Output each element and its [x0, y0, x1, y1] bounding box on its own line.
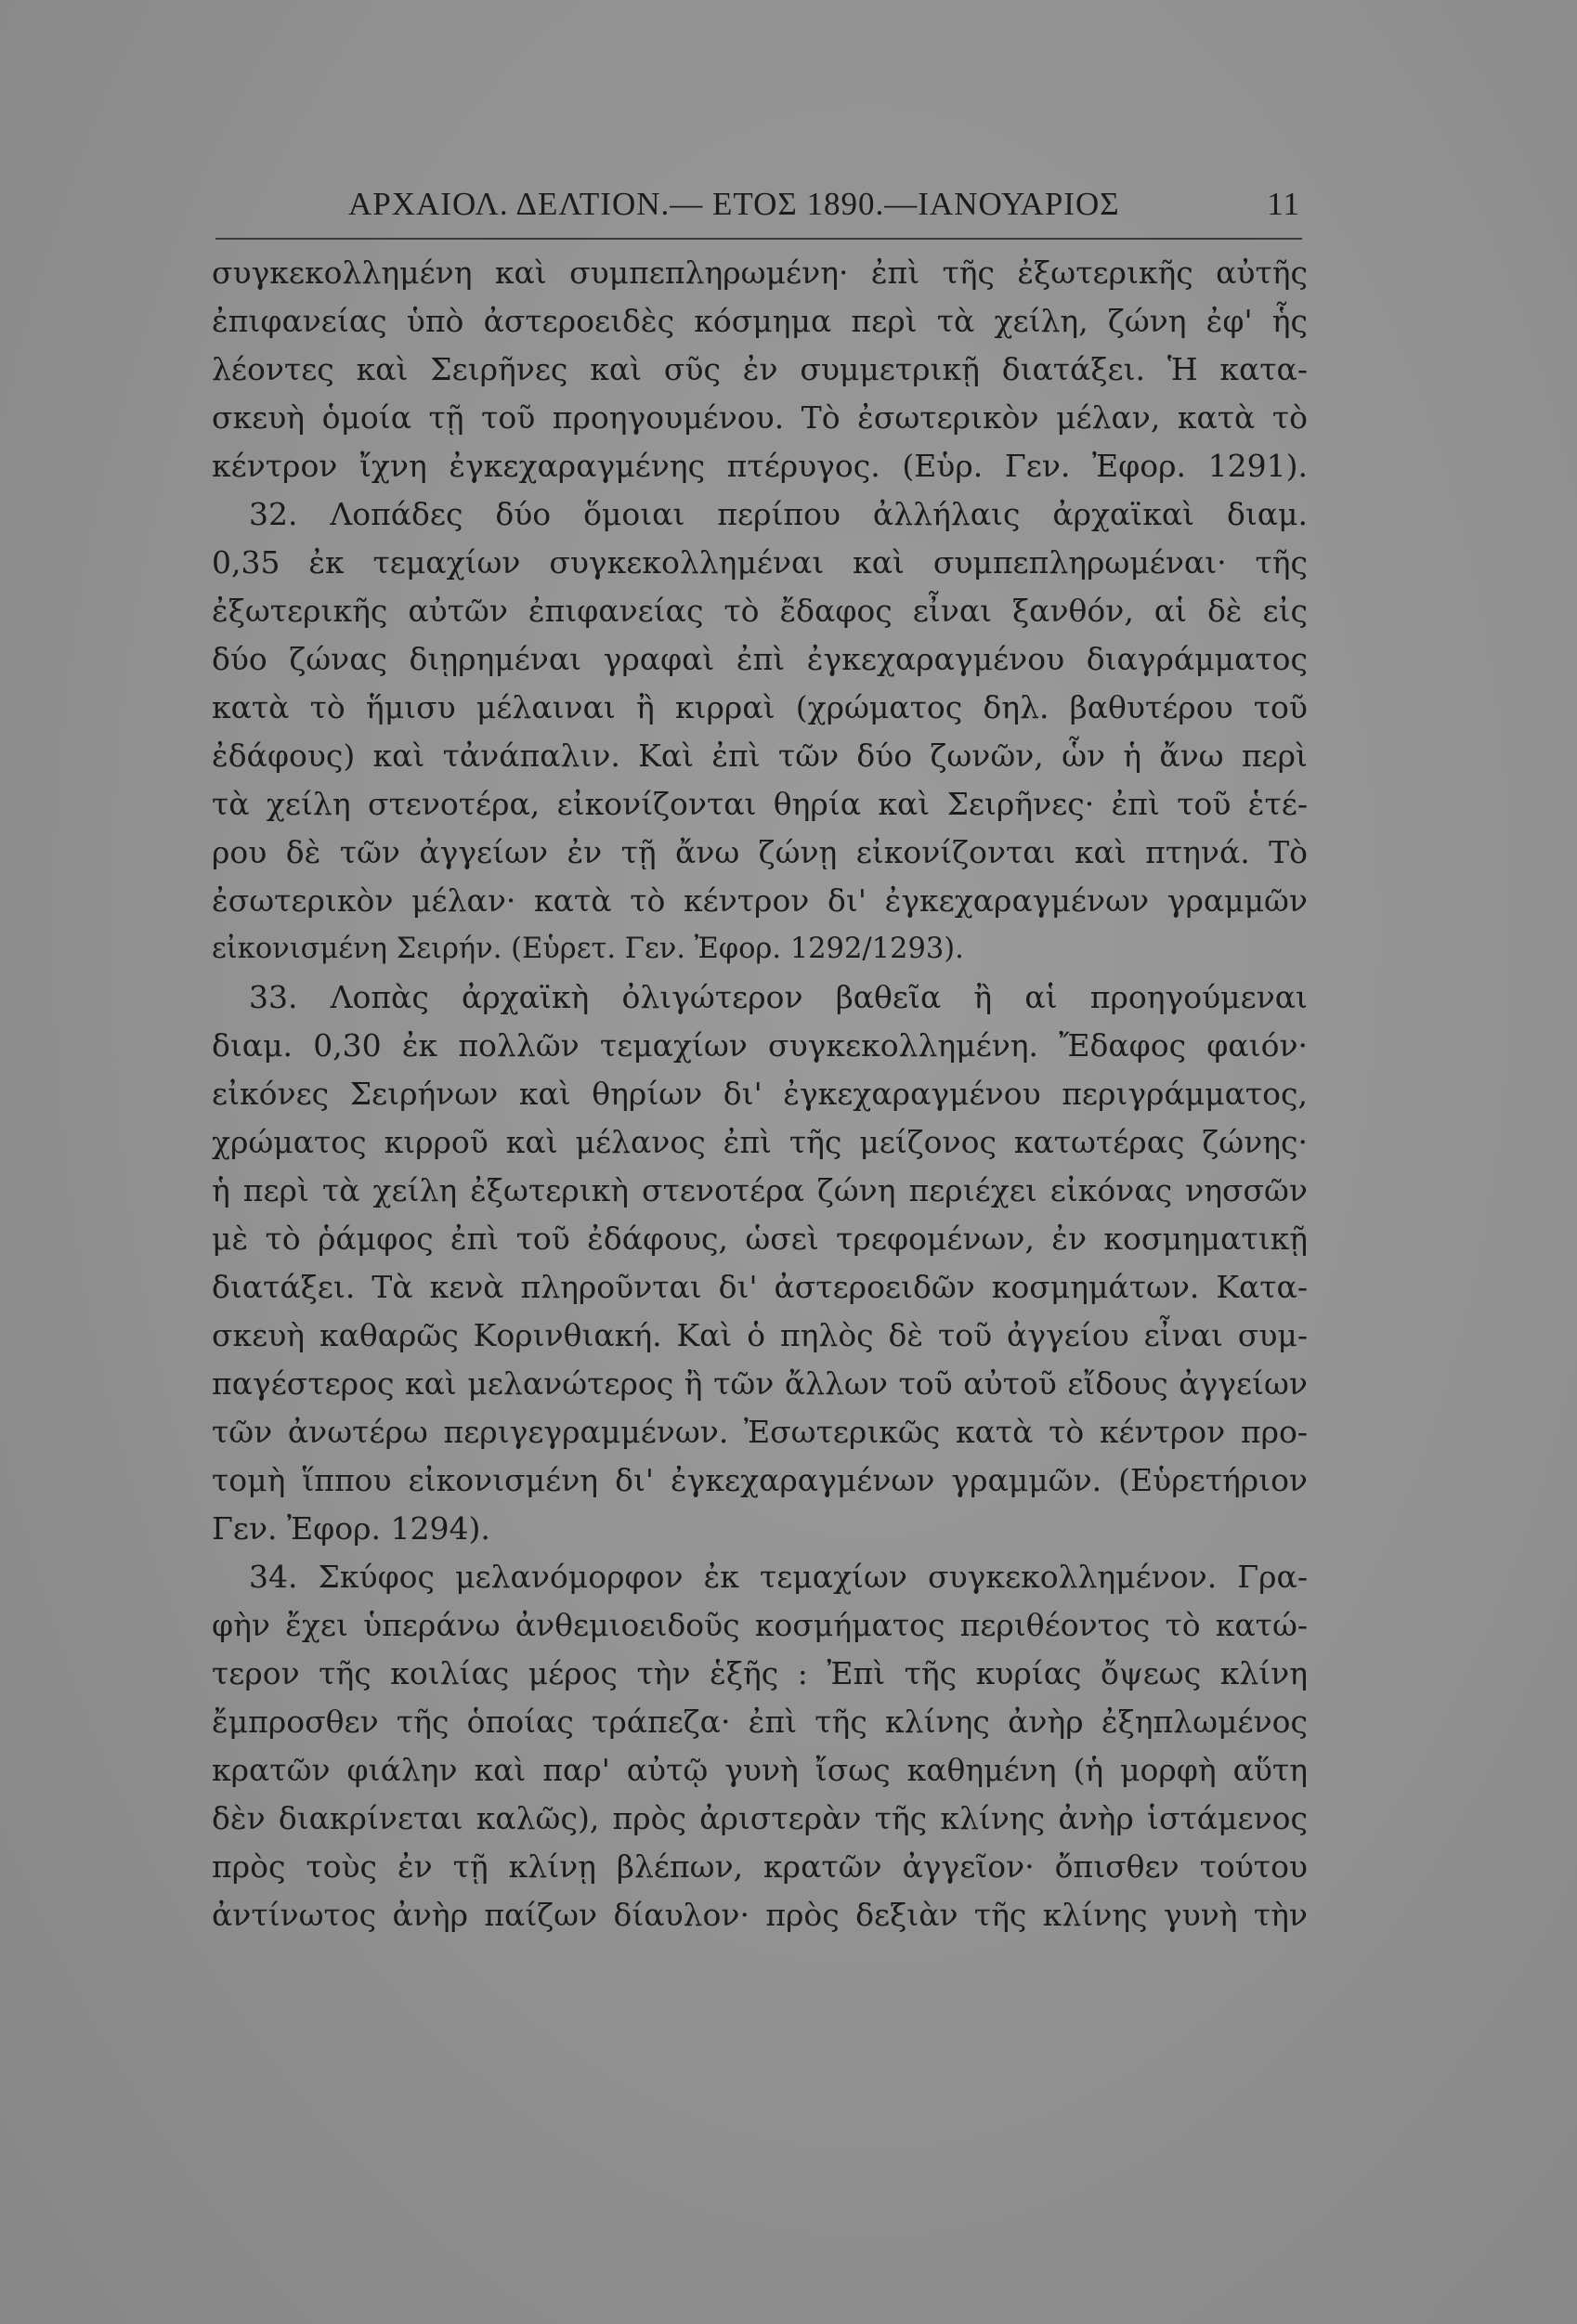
text-line: ἡ περὶ τὰ χείλη ἐξωτερικὴ στενοτέρα ζώνη περιέχει εἰκόνας νησσῶν	[212, 1172, 1308, 1208]
text-line: 34. Σκύφος μελανόμορφον ἐκ τεμαχίων συγκεκολλημένον. Γρα-	[249, 1559, 1308, 1595]
text-line: ρου δὲ τῶν ἀγγείων ἐν τῇ ἄνω ζώνῃ εἰκονίζονται καὶ πτηνά. Τὸ	[212, 834, 1308, 870]
text-line: σκευὴ καθαρῶς Κορινθιακή. Καὶ ὁ πηλὸς δὲ τοῦ ἀγγείου εἶναι συμ-	[212, 1317, 1308, 1353]
text-line: κατὰ τὸ ἥμισυ μέλαιναι ἢ κιρραὶ (χρώματος δηλ. βαθυτέρου τοῦ	[212, 689, 1308, 725]
text-line: παγέστερος καὶ μελανώτερος ἢ τῶν ἄλλων τοῦ αὐτοῦ εἴδους ἀγγείων	[212, 1365, 1308, 1402]
text-line: 0,35 ἐκ τεμαχίων συγκεκολλημέναι καὶ συμπεπληρωμέναι· τῆς	[212, 544, 1308, 581]
text-line: ἀντίνωτος ἀνὴρ παίζων δίαυλον· πρὸς δεξιὰν τῆς κλίνης γυνὴ τὴν	[212, 1897, 1308, 1933]
text-line: σκευὴ ὁμοία τῇ τοῦ προηγουμένου. Τὸ ἐσωτερικὸν μέλαν, κατὰ τὸ	[212, 399, 1308, 436]
text-line: χρώματος κιρροῦ καὶ μέλανος ἐπὶ τῆς μείζονος κατωτέρας ζώνης·	[212, 1124, 1308, 1160]
page-number: 11	[1267, 186, 1300, 222]
text-line: διατάξει. Τὰ κενὰ πληροῦνται δι' ἀστεροειδῶν κοσμημάτων. Κατα-	[212, 1269, 1308, 1305]
text-line: ἐξωτερικῆς αὐτῶν ἐπιφανείας τὸ ἔδαφος εἶναι ξανθόν, αἱ δὲ εἰς	[212, 593, 1308, 629]
text-line: συγκεκολλημένη καὶ συμπεπληρωμένη· ἐπὶ τῆς ἐξωτερικῆς αὐτῆς	[212, 255, 1308, 291]
text-line: φὴν ἔχει ὑπεράνω ἀνθεμιοειδοῦς κοσμήματος περιθέοντος τὸ κατώ-	[212, 1607, 1308, 1643]
text-line: ἐπιφανείας ὑπὸ ἀστεροειδὲς κόσμημα περὶ τὰ χείλη, ζώνη ἐφ' ἧς	[212, 303, 1308, 339]
text-line: 32. Λοπάδες δύο ὅμοιαι περίπου ἀλλήλαις ἀρχαϊκαὶ διαμ.	[249, 496, 1308, 532]
text-line: μὲ τὸ ῥάμφος ἐπὶ τοῦ ἐδάφους, ὡσεὶ τρεφομένων, ἐν κοσμηματικῇ	[212, 1221, 1308, 1257]
text-line: ἐδάφους) καὶ τἀνάπαλιν. Καὶ ἐπὶ τῶν δύο ζωνῶν, ὧν ἡ ἄνω περὶ	[212, 738, 1308, 774]
text-line: κέντρον ἴχνη ἐγκεχαραγμένης πτέρυγος. (Εὑρ. Γεν. Ἐφορ. 1291).	[212, 448, 1308, 484]
running-header	[348, 186, 1300, 232]
header-rule	[215, 238, 1302, 240]
text-line: λέοντες καὶ Σειρῆνες καὶ σῦς ἐν συμμετρικῇ διατάξει. Ἡ κατα-	[212, 351, 1308, 387]
header-title: ΑΡΧΑΙΟΛ. ΔΕΛΤΙΟΝ.— ΕΤΟΣ 1890.—ΙΑΝΟΥΑΡΙΟΣ	[348, 186, 1120, 222]
text-line: τομὴ ἵππου εἰκονισμένη δι' ἐγκεχαραγμένων γραμμῶν. (Εὑρετήριον	[212, 1462, 1308, 1498]
text-line: 33. Λοπὰς ἀρχαϊκὴ ὀλιγώτερον βαθεῖα ἢ αἱ προηγούμεναι	[249, 979, 1308, 1015]
text-line: εἰκόνες Σειρήνων καὶ θηρίων δι' ἐγκεχαραγμένου περιγράμματος,	[212, 1076, 1308, 1112]
text-line: δὲν διακρίνεται καλῶς), πρὸς ἀριστερὰν τῆς κλίνης ἀνὴρ ἱστάμενος	[212, 1800, 1308, 1836]
text-line: ἔμπροσθεν τῆς ὁποίας τράπεζα· ἐπὶ τῆς κλίνης ἀνὴρ ἐξηπλωμένος	[212, 1704, 1308, 1740]
text-line: Γεν. Ἐφορ. 1294).	[212, 1510, 490, 1547]
text-line: κρατῶν φιάλην καὶ παρ' αὐτῷ γυνὴ ἴσως καθημένη (ἡ μορφὴ αὕτη	[212, 1752, 1308, 1788]
text-line: τερον τῆς κοιλίας μέρος τὴν ἑξῆς : Ἐπὶ τῆς κυρίας ὄψεως κλίνη	[212, 1655, 1308, 1691]
text-line: πρὸς τοὺς ἐν τῇ κλίνῃ βλέπων, κρατῶν ἀγγεῖον· ὄπισθεν τούτου	[212, 1848, 1308, 1885]
text-line: τῶν ἀνωτέρω περιγεγραμμένων. Ἐσωτερικῶς κατὰ τὸ κέντρον προ-	[212, 1414, 1308, 1450]
text-line: εἰκονισμένη Σειρήν. (Εὑρετ. Γεν. Ἐφορ. 1292/1293).	[212, 933, 964, 965]
text-line: δύο ζώνας διῃρημέναι γραφαὶ ἐπὶ ἐγκεχαραγμένου διαγράμματος	[212, 641, 1308, 677]
text-line: διαμ. 0,30 ἐκ πολλῶν τεμαχίων συγκεκολλημένη. Ἔδαφος φαιόν·	[212, 1027, 1308, 1064]
text-line: ἐσωτερικὸν μέλαν· κατὰ τὸ κέντρον δι' ἐγκεχαραγμένων γραμμῶν	[212, 882, 1308, 919]
text-line: τὰ χείλη στενοτέρα, εἰκονίζονται θηρία καὶ Σειρῆνες· ἐπὶ τοῦ ἑτέ-	[212, 786, 1308, 822]
